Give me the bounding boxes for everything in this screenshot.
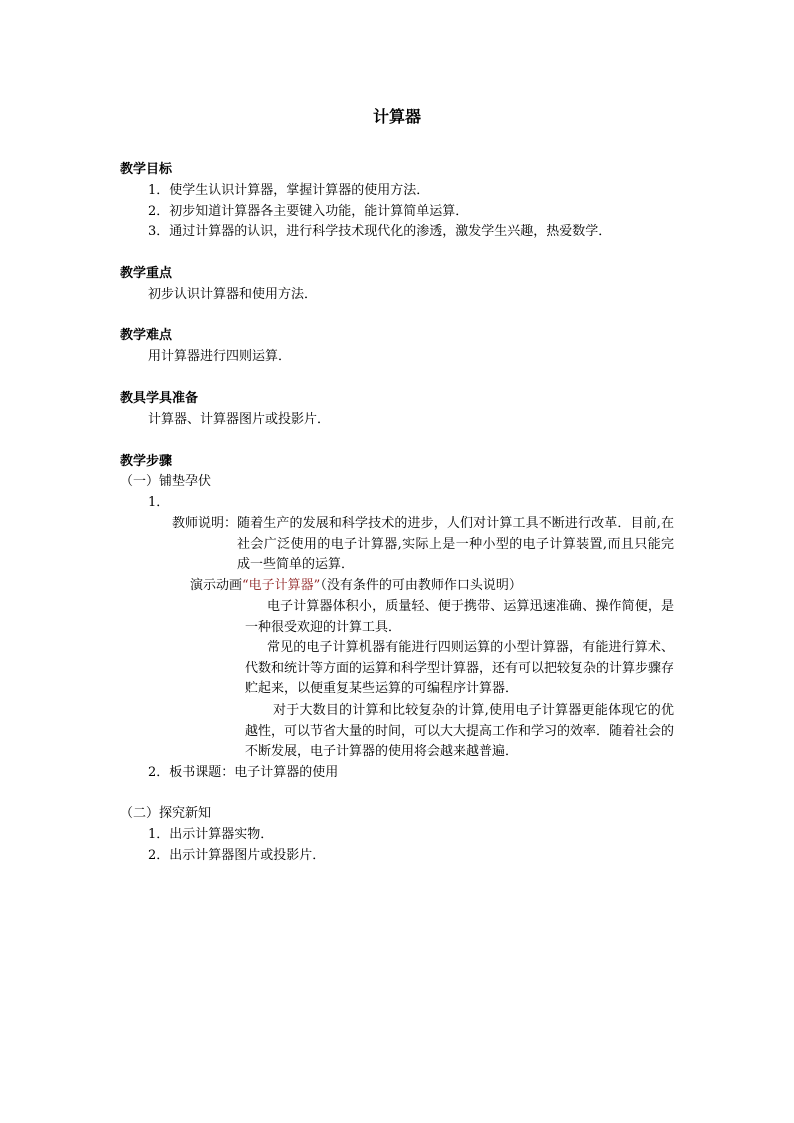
goals-heading: 教学目标 bbox=[120, 162, 173, 177]
teacher-label: 教师说明： bbox=[172, 516, 238, 531]
goal-item-1: 1．使学生认识计算器，掌握计算器的使用方法． bbox=[148, 183, 430, 198]
steps-heading: 教学步骤 bbox=[120, 454, 173, 469]
goal-item-2: 2．初步知道计算器各主要键入功能，能计算简单运算． bbox=[148, 204, 469, 219]
materials-heading: 教具学具准备 bbox=[120, 391, 199, 406]
teacher-text-content: 随着生产的发展和科学技术的进步，人们对计算工具不断进行改革．目前,在社会广泛使用的电子计算器,实际上是一种小型的电子计算装置,而且只能完成一些简单的运算． bbox=[237, 516, 674, 572]
part1-item2: 2．板书课题：电子计算器的使用 bbox=[148, 765, 339, 780]
demo-prefix: 演示动画 bbox=[190, 578, 243, 593]
para-2: 常见的电子计算机器有能进行四则运算的小型计算器，有能进行算术、代数和统计等方面的运算和科学型计算器，还有可以把较复杂的计算步骤存贮起来，以便重复某些运算的可编程序计算器． bbox=[245, 640, 675, 696]
demo-note: （没有条件的可由教师作口头说明） bbox=[320, 578, 522, 593]
para-3: 对于大数目的计算和比较复杂的计算,使用电子计算器更能体现它的优越性，可以节省大量的时间，可以大大提高工作和学习的效率．随着社会的不断发展，电子计算器的使用将会越来越普遍． bbox=[245, 703, 675, 759]
part2-label: （二）探究新知 bbox=[120, 806, 212, 821]
key-point-heading: 教学重点 bbox=[120, 266, 173, 281]
goal-item-3: 3．通过计算器的认识，进行科学技术现代化的渗透，激发学生兴趣，热爱数学． bbox=[148, 224, 612, 239]
para-1: 电子计算器体积小，质量轻、便于携带、运算迅速准确、操作简便，是一种很受欢迎的计算工具． bbox=[245, 599, 674, 635]
difficulty-heading: 教学难点 bbox=[120, 328, 173, 343]
difficulty-text: 用计算器进行四则运算． bbox=[148, 349, 292, 364]
materials-text: 计算器、计算器图片或投影片． bbox=[148, 412, 331, 427]
teacher-text bbox=[237, 514, 674, 576]
part2-item-2: 2．出示计算器图片或投影片． bbox=[148, 848, 326, 863]
part1-item1-number: 1． bbox=[148, 495, 170, 510]
demo-line bbox=[190, 576, 522, 596]
demo-title: “电子计算器” bbox=[242, 578, 321, 593]
part1-label: （一）铺垫孕伏 bbox=[120, 474, 212, 489]
page-title: 计算器 bbox=[372, 107, 421, 126]
part2-item-1: 1．出示计算器实物． bbox=[148, 827, 274, 842]
key-point-text: 初步认识计算器和使用方法． bbox=[148, 287, 318, 302]
